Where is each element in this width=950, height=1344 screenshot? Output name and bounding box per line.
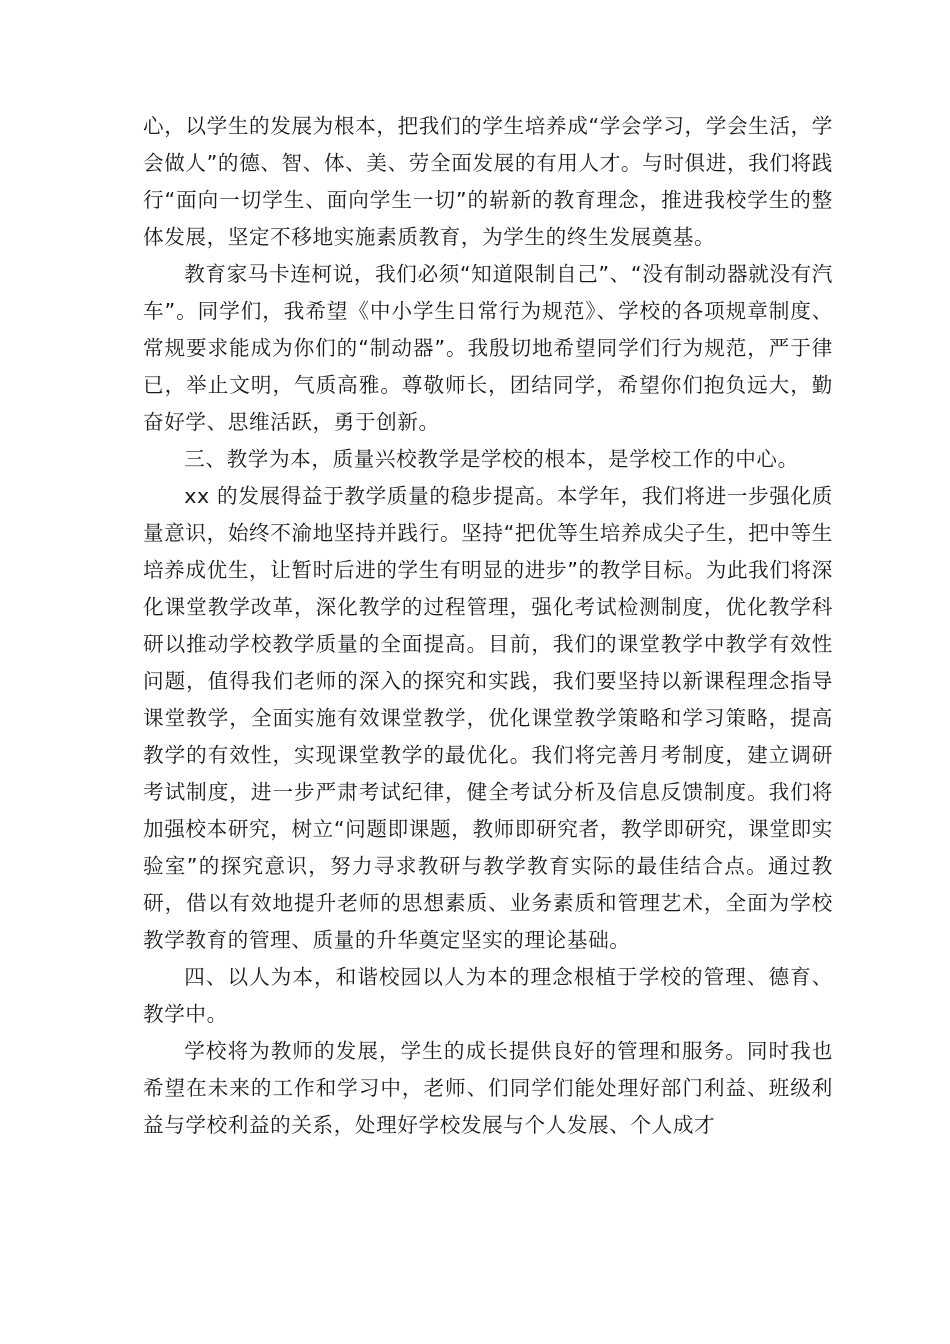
document-body [143, 108, 833, 1144]
section-heading-people: 四、以人为本，和谐校园以人为本的理念根植于学校的管理、德育、教学中。 [143, 965, 833, 1026]
section-heading-teaching: 三、教学为本，质量兴校教学是学校的根本，是学校工作的中心。 [184, 447, 799, 471]
paragraph-makarenko-quote: 教育家马卡连柯说，我们必须“知道限制自己”、“没有制动器就没有汽车”。同学们，我希望《中小学生日常行为规范》、学校的各项规章制度、常规要求能成为你们的“制动器”。我殷切地希望同学们行为规范，严于律已，举止文明，气质高雅。尊敬师长，团结同学，希望你们抱负远大，勤奋好学、思维活跃，勇于创新。 [143, 262, 833, 434]
paragraph-teaching-quality: xx 的发展得益于教学质量的稳步提高。本学年，我们将进一步强化质量意识，始终不渝地坚持并践行。坚持“把优等生培养成尖子生，把中等生培养成优生，让暂时后进的学生有明显的进步”的教学目标。为此我们将深化课堂教学改革，深化教学的过程管理，强化考试检测制度，优化教学科研以推动学校教学质量的全面提高。目前，我们的课堂教学中教学有效性问题，值得我们老师的深入的探究和实践，我们要坚持以新课程理念指导课堂教学，全面实施有效课堂教学，优化课堂教学策略和学习策略，提高教学的有效性，实现课堂教学的最优化。我们将完善月考制度，建立调研考试制度，进一步严肃考试纪律，健全考试分析及信息反馈制度。我们将加强校本研究，树立“问题即课题，教师即研究者，教学即研究，课堂即实验室”的探究意识，努力寻求教研与教学教育实际的最佳结合点。通过教研，借以有效地提升老师的思想素质、业务素质和管理艺术，全面为学校教学教育的管理、质量的升华奠定坚实的理论基础。 [143, 484, 833, 952]
paragraph-school-service: 学校将为教师的发展，学生的成长提供良好的管理和服务。同时我也希望在未来的工作和学习中，老师、们同学们能处理好部门利益、班级利益与学校利益的关系，处理好学校发展与个人发展、个人成才 [143, 1039, 833, 1137]
paragraph-continuation: 心，以学生的发展为根本，把我们的学生培养成“学会学习，学会生活，学会做人”的德、智、体、美、劳全面发展的有用人才。与时俱进，我们将践行“面向一切学生、面向学生一切”的崭新的教育理念，推进我校学生的整体发展，坚定不移地实施素质教育，为学生的终生发展奠基。 [143, 114, 833, 249]
